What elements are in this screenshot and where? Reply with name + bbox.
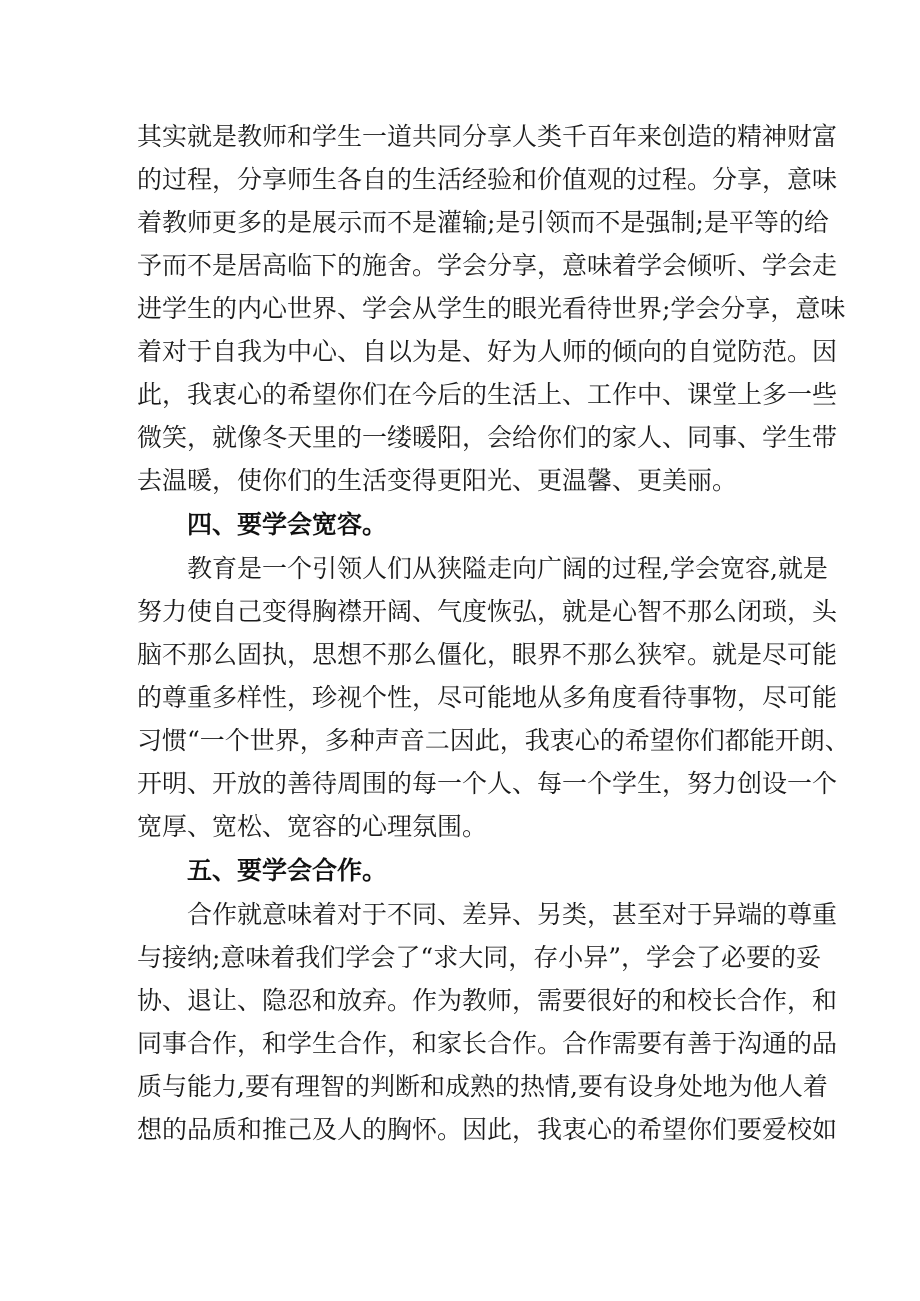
- paragraph-line: 的过程，分享师生各自的生活经验和价值观的过程。分享，意味: [137, 165, 838, 194]
- paragraph-line: 去温暖，使你们的生活变得更阳光、更温馨、更美丽。: [137, 466, 738, 495]
- paragraph-line: 合作就意味着对于不同、差异、另类，甚至对于异端的尊重: [187, 900, 838, 929]
- paragraph-line: 予而不是居高临下的施舍。学会分享，意味着学会倾听、学会走: [137, 251, 838, 280]
- paragraph-line: 脑不那么固执，思想不那么僵化，眼界不那么狭窄。就是尽可能: [137, 640, 838, 669]
- paragraph-line: 着教师更多的是展示而不是灌输;是引领而不是强制;是平等的给: [137, 208, 829, 237]
- paragraph-line: 同事合作，和学生合作，和家长合作。合作需要有善于沟通的品: [137, 1029, 838, 1058]
- paragraph-line: 教育是一个引领人们从狭隘走向广阔的过程,学会宽容,就是: [187, 554, 828, 583]
- paragraph-line: 此，我衷心的希望你们在今后的生活上、工作中、课堂上多一些: [137, 380, 838, 409]
- paragraph-line: 质与能力,要有理智的判断和成熟的热情,要有设身处地为他人着: [137, 1072, 828, 1101]
- paragraph-line: 协、退让、隐忍和放弃。作为教师，需要很好的和校长合作，和: [137, 986, 838, 1015]
- section-heading-5: 五、要学会合作。: [187, 856, 388, 885]
- paragraph-line: 的尊重多样性，珍视个性，尽可能地从多角度看待事物，尽可能: [137, 683, 838, 712]
- paragraph-line: 与接纳;意味着我们学会了“求大同，存小异”，学会了必要的妥: [137, 943, 821, 972]
- paragraph-line: 开明、开放的善待周围的每一个人、每一个学生，努力创设一个: [137, 769, 838, 798]
- paragraph-line: 微笑，就像冬天里的一缕暖阳，会给你们的家人、同事、学生带: [137, 423, 838, 452]
- paragraph-line: 进学生的内心世界、学会从学生的眼光看待世界;学会分享，意味: [137, 294, 846, 323]
- section-heading-4: 四、要学会宽容。: [187, 510, 388, 539]
- paragraph-line: 其实就是教师和学生一道共同分享人类千百年来创造的精神财富: [137, 122, 838, 151]
- paragraph-line: 习惯“一个世界，多种声音二因此，我衷心的希望你们都能开朗、: [137, 726, 850, 755]
- paragraph-line: 宽厚、宽松、宽容的心理氛围。: [137, 812, 488, 841]
- paragraph-line: 着对于自我为中心、自以为是、好为人师的倾向的自觉防范。因: [137, 337, 838, 366]
- paragraph-line: 想的品质和推己及人的胸怀。因此，我衷心的希望你们要爱校如: [137, 1115, 838, 1144]
- paragraph-line: 努力使自己变得胸襟开阔、气度恢弘，就是心智不那么闭琐，头: [137, 597, 838, 626]
